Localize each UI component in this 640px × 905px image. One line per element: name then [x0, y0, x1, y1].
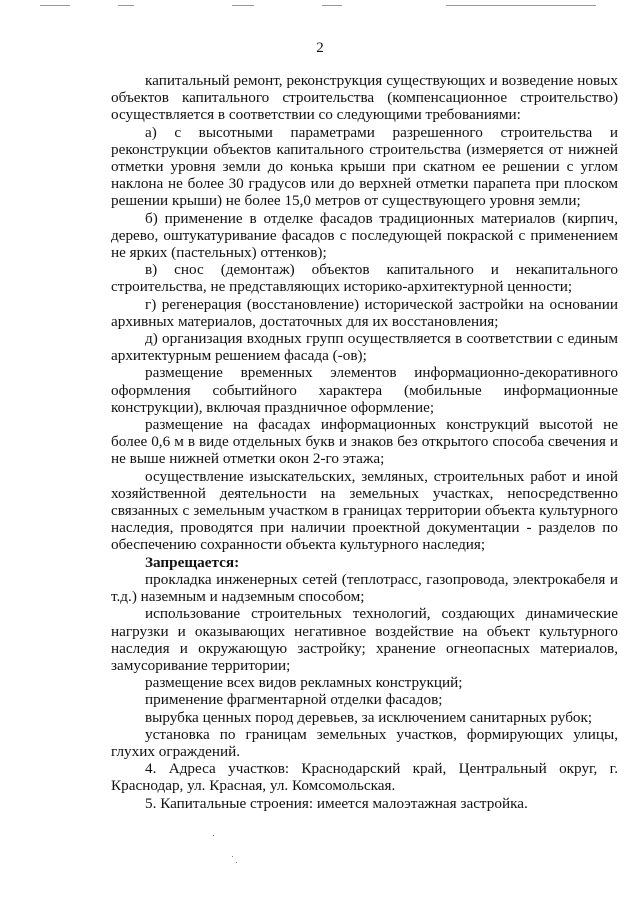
page-number: 2: [316, 40, 324, 56]
scan-edge-marks: [0, 0, 640, 12]
scan-speck: [232, 856, 233, 857]
section-5-buildings: 5. Капитальные строения: имеется малоэтажная застройка.: [145, 794, 528, 812]
section-4-addresses: 4. Адреса участков: Краснодарский край, Центральный округ, г. Краснодар, ул. Красная, ул. Комсомольская.: [111, 760, 618, 795]
paragraph-temporary-elements: размещение временных элементов информационно-декоративного оформления событийного характера (мобильные информационные конструкции), включая праздничное оформление;: [111, 364, 618, 416]
prohibited-item-fragmentary-finish: применение фрагментарной отделки фасадов;: [145, 691, 443, 709]
paragraph-facade-signs: размещение на фасадах информационных конструкций высотой не более 0,6 м в виде отдельных букв и знаков без открытого способа свечения и не выше нижней отметки окон 2-го этажа;: [111, 416, 618, 468]
paragraph-item-g: г) регенерация (восстановление) исторической застройки на основании архивных материалов, достаточных для их восстановления;: [111, 295, 618, 330]
scan-speck: [236, 862, 237, 863]
prohibited-heading: Запрещается:: [145, 553, 240, 571]
prohibited-item-fences: установка по границам земельных участков, формирующих улицы, глухих ограждений.: [111, 725, 618, 760]
paragraph-item-v: в) снос (демонтаж) объектов капитального и некапитального строительства, не представляющих историко-архитектурной ценности;: [111, 261, 618, 296]
prohibited-item-advertising: размещение всех видов рекламных конструкций;: [145, 674, 463, 692]
paragraph-item-a: а) с высотными параметрами разрешенного строительства и реконструкции объектов капитального строительства (измеряется от нижней отметки уровня земли до конька крыши при скатном ее решении с углом наклона не более 30 градусов или до верхней отметки парапета при плоском решении крыши) не более 15,0 метров от существующего уровня земли;: [111, 123, 618, 210]
scan-speck: [213, 835, 214, 836]
paragraph-earthworks: осуществление изыскательских, земляных, строительных работ и иной хозяйственной деятельности на земельных участках, непосредственно связанных с земельным участком в границах территории объекта культурного наследия, проводятся при наличии проектной документации - разделов по обеспечению сохранности объекта культурного наследия;: [111, 467, 618, 554]
prohibited-item-networks: прокладка инженерных сетей (теплотрасс, газопровода, электрокабеля и т.д.) наземным и надземным способом;: [111, 570, 618, 606]
prohibited-item-tree-felling: вырубка ценных пород деревьев, за исключением санитарных рубок;: [145, 708, 593, 726]
paragraph-item-b: б) применение в отделке фасадов традиционных материалов (кирпич, дерево, оштукатуривание фасадов с последующей покраской с применением не ярких (пастельных) оттенков);: [111, 209, 618, 262]
paragraph-item-d: д) организация входных групп осуществляется в соответствии с единым архитектурным решением фасада (-ов);: [111, 330, 618, 365]
paragraph-intro: капитальный ремонт, реконструкция существующих и возведение новых объектов капитального строительства (компенсационное строительство) осуществляется в соответствии со следующими требованиями:: [111, 72, 618, 124]
document-body: [111, 72, 618, 812]
prohibited-item-technologies: использование строительных технологий, создающих динамические нагрузки и оказывающих негативное воздействие на объект культурного наследия и окружающую застройку; хранение огнеопасных материалов, замусоривание территории;: [111, 605, 618, 674]
